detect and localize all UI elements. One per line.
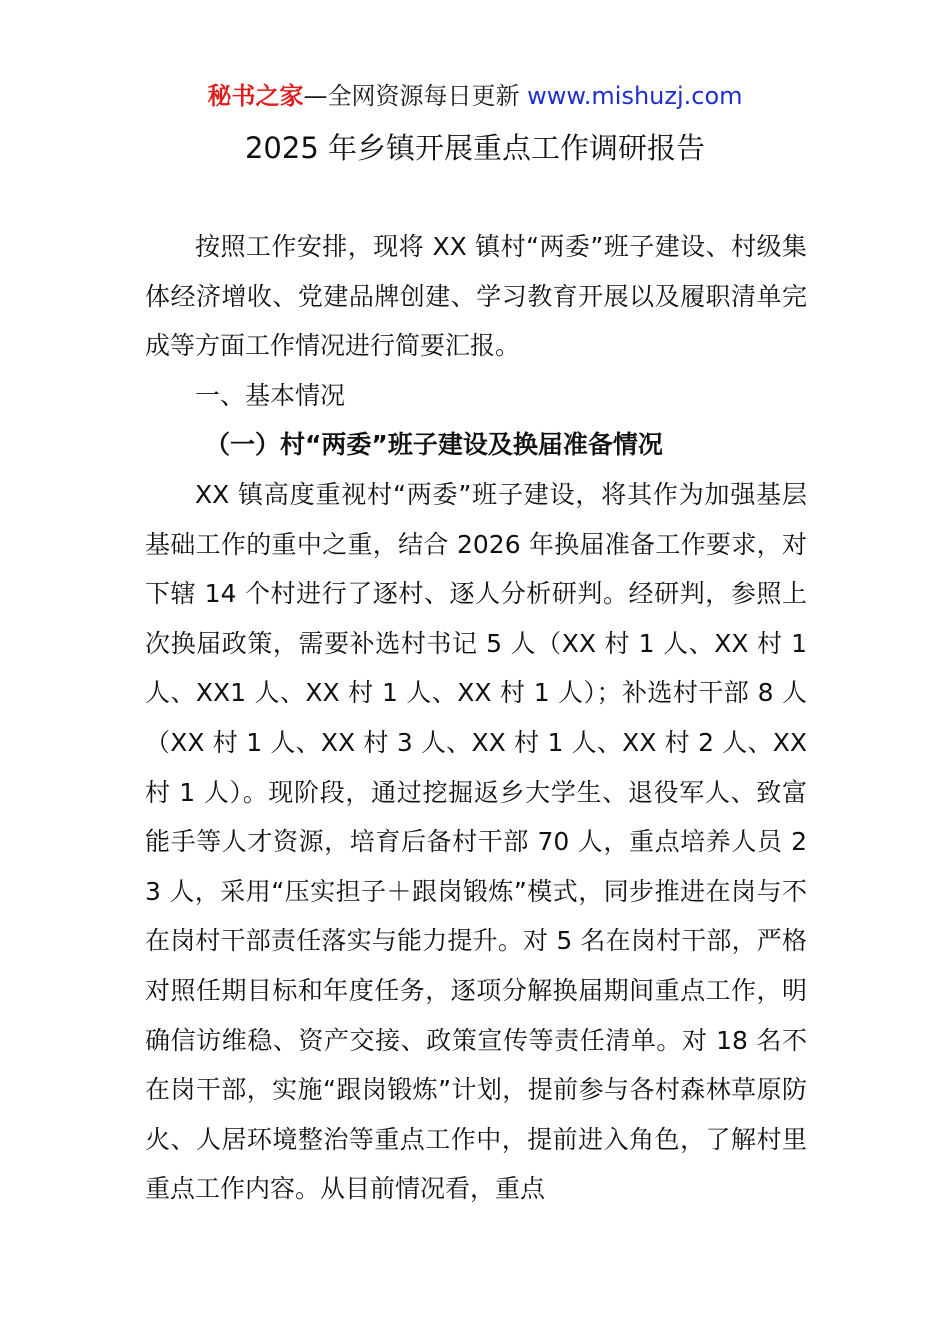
document-title: 2025 年乡镇开展重点工作调研报告 <box>244 131 706 165</box>
subsection-body-paragraph: XX 镇高度重视村“两委”班子建设，将其作为加强基层基础工作的重中之重，结合 2026 年换届准备工作要求，对下辖 14 个村进行了逐村、逐人分析研判。经研判，参照上次换届政策，需要补选村书记 5 人（XX 村 1 人、XX 村 1 人、XX1 人、XX 村 1 人、XX 村 1 人）；补选村干部 8 人（XX 村 1 人、XX 村 3 人、XX 村 1 人、XX 村 2 人、XX 村 1 人）。现阶段，通过挖掘返乡大学生、退役军人、致富能手等人才资源，培育后备村干部 70 人，重点培养人员 23 人，采用“压实担子＋跟岗锻炼”模式，同步推进在岗与不在岗村干部责任落实与能力提升。对 5 名在岗村干部，严格对照任期目标和年度任务，逐项分解换届期间重点工作，明确信访维稳、资产交接、政策宣传等责任清单。对 18 名不在岗干部，实施“跟岗锻炼”计划，提前参与各村森林草原防火、人居环境整治等重点工作中，提前进入角色，了解村里重点工作内容。从目前情况看，重点 <box>145 479 807 1204</box>
subsection-heading-village-committees: （一）村“两委”班子建设及换届准备情况 <box>205 430 663 460</box>
site-url-link[interactable]: www.mishuzj.com <box>527 82 743 110</box>
intro-paragraph: 按照工作安排，现将 XX 镇村“两委”班子建设、村级集体经济增收、党建品牌创建、学习教育开展以及履职清单完成等方面工作情况进行简要汇报。 <box>145 232 807 361</box>
brand-name: 秘书之家 <box>207 82 304 110</box>
site-header <box>0 80 950 112</box>
section-heading-basic-situation: 一、基本情况 <box>195 380 346 410</box>
document-body <box>145 222 807 1214</box>
header-tagline: —全网资源每日更新 <box>303 82 528 110</box>
